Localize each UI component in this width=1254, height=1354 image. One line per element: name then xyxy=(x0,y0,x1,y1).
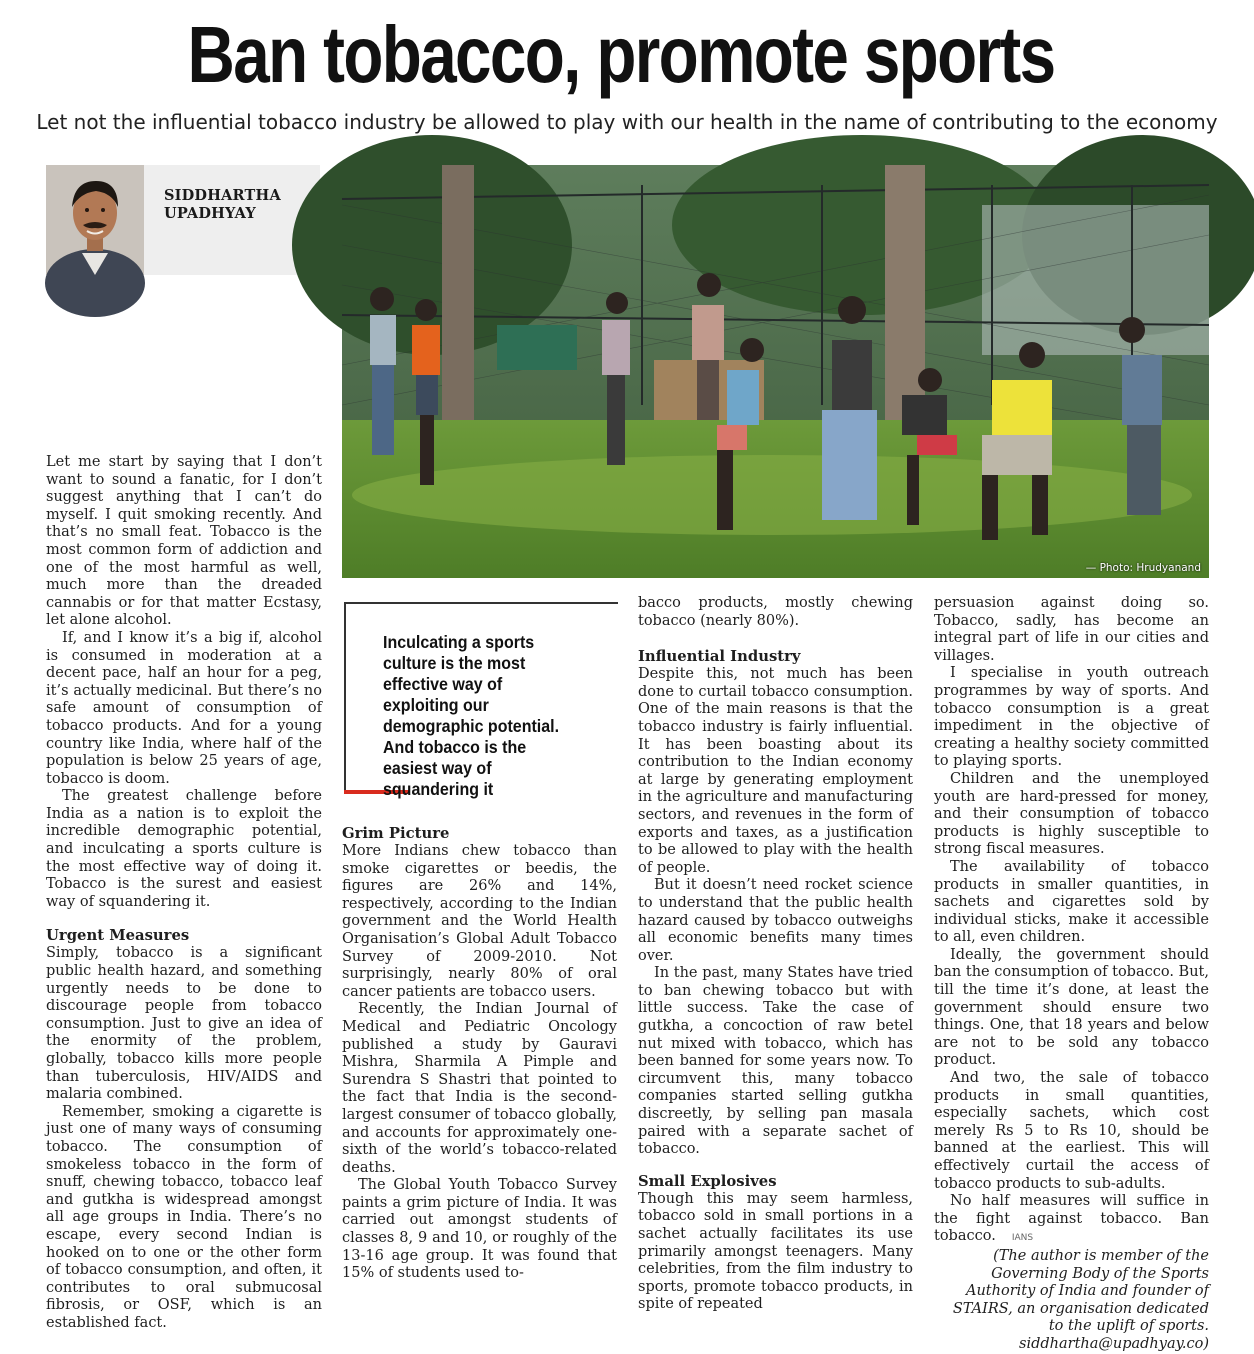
closing-text: No half measures will suffice in the fight against tobacco. Ban tobacco. xyxy=(934,1193,1209,1245)
paragraph: Children and the unemployed youth are hard-pressed for money, and their consumption of tobacco products is highly susceptible to strong fiscal measures. xyxy=(934,770,1209,858)
article-column-4 xyxy=(934,595,1209,1354)
paragraph: In the past, many States have tried to ban chewing tobacco but with little success. Take the case of gutkha, a concoction of raw betel nut mixed with tobacco, which has been banned for some years now. To circumvent this, many tobacco companies started selling gutkha discreetly, by selling pan masala paired with a separate sachet of tobacco. xyxy=(638,965,913,1158)
author-photo xyxy=(46,165,144,275)
paragraph: I specialise in youth outreach programmes by way of sports. And tobacco consumption is a great impediment in the objective of creating a healthy society committed to playing sports. xyxy=(934,665,1209,770)
subheadline: Let not the influential tobacco industry be allowed to play with our health in the name of contributing to the economy xyxy=(36,110,1218,134)
headline: Ban tobacco, promote sports xyxy=(187,10,1055,99)
paragraph: persuasion against doing so. Tobacco, sadly, has become an integral part of life in our cities and villages. xyxy=(934,595,1209,664)
author-bio: (The author is member of the Governing Body of the Sports Authority of India and founder of STAIRS, an organisation dedicated to the uplift of sports. siddhartha@upadhyay.co) xyxy=(952,1247,1209,1352)
section-heading: Influential Industry xyxy=(638,648,801,666)
article-column-1 xyxy=(46,454,322,1333)
pull-quote-text: Inculcating a sports culture is the most effective way of exploiting our demographic potential. And tobacco is the easiest way of squandering it xyxy=(383,632,560,799)
author-byline xyxy=(46,165,320,275)
paragraph: bacco products, mostly chewing tobacco (nearly 80%). xyxy=(638,595,913,629)
paragraph xyxy=(934,1193,1209,1248)
pull-quote-rule xyxy=(344,602,346,790)
paragraph: If, and I know it’s a big if, alcohol is consumed in moderation at a decent pace, half an hour for a peg, it’s actually medicinal. But there’s no safe amount of consumption of tobacco products. And for a young country like India, where half of the population is below 25 years of age, tobacco is doom. xyxy=(46,629,322,787)
paragraph: Ideally, the government should ban the consumption of tobacco. But, till the time it’s done, at least the government should ensure two things. One, that 18 years and below are not to be sold any tobacco product. xyxy=(934,946,1209,1069)
paragraph: Remember, smoking a cigarette is just one of many ways of consuming tobacco. The consumption of smokeless tobacco in the form of snuff, chewing tobacco, tobacco leaf and gutkha is widespread amongst all age groups in India. There’s no escape, every second Indian is hooked on to one or the other form of tobacco consumption, and often, it contributes to oral submucosal fibrosis, or OSF, which is an established fact. xyxy=(46,1103,322,1331)
pull-quote xyxy=(344,602,618,799)
paragraph: The Global Youth Tobacco Survey paints a grim picture of India. It was carried out amongst students of classes 8, 9 and 10, or roughly of the 13-16 age group. It was found that 15% of students used to- xyxy=(342,1177,617,1282)
section-heading: Grim Picture xyxy=(342,825,450,842)
pull-quote-rule xyxy=(344,602,618,604)
paragraph: The greatest challenge before India as a nation is to exploit the incredible demographic potential, and inculcating a sports culture is the most effective way of doing it. Tobacco is the surest and easiest way of squandering it. xyxy=(46,788,322,910)
author-name xyxy=(164,187,281,223)
author-first-name: SIDDHARTHA xyxy=(164,187,281,204)
paragraph: Let me start by saying that I don’t want to sound a fanatic, for I don’t suggest anything that I can’t do myself. I quit smoking recently. And that’s no small feat. Tobacco is the most common form of addiction and one of the most harmful as well, much more than the dreaded cannabis or for that matter Ecstasy, let alone alcohol. xyxy=(46,454,322,629)
paragraph: Despite this, not much has been done to curtail tobacco consumption. One of the main reasons is that the tobacco industry is fairly influential. It has been boasting about its contribution to the Indian economy at large by generating employment in the agriculture and manufacturing sectors, and revenues in the form of exports and taxes, as a justification to be allowed to play with the health of people. xyxy=(638,666,913,876)
article-photo xyxy=(342,165,1209,578)
article-column-2 xyxy=(342,825,617,1283)
paragraph: Recently, the Indian Journal of Medical and Pediatric Oncology published a study by Gauravi Mishra, Sharmila A Pimple and Surendra S Shastri that pointed to the fact that India is the second-largest consumer of tobacco globally, and accounts for approximately one-sixth of the world’s tobacco-related deaths. xyxy=(342,1001,617,1176)
section-heading: Small Explosives xyxy=(638,1172,777,1190)
paragraph: But it doesn’t need rocket science to understand that the public health hazard caused by tobacco outweighs all economic benefits many times over. xyxy=(638,877,913,964)
paragraph: Though this may seem harmless, tobacco sold in small portions in a sachet actually facilitates its use primarily amongst teenagers. Many celebrities, from the film industry to sports, promote tobacco products, in spite of repeated xyxy=(638,1190,913,1313)
article-column-3 xyxy=(638,595,913,1314)
agency-credit: IANS xyxy=(1011,1233,1034,1244)
paragraph: Simply, tobacco is a significant public health hazard, and something urgently needs to be done to discourage people from tobacco consumption. Just to give an idea of the enormity of the problem, globally, tobacco kills more people than tuberculosis, HIV/AIDS and malaria combined. xyxy=(46,945,322,1103)
paragraph: More Indians chew tobacco than smoke cigarettes or beedis, the figures are 26% and 14%, respectively, according to the Indian government and the World Health Organisation’s Global Adult Tobacco Survey of 2009-2010. Not surprisingly, nearly 80% of oral cancer patients are tobacco users. xyxy=(342,843,617,1000)
photo-credit: — Photo: Hrudyanand xyxy=(1085,562,1201,574)
paragraph: The availability of tobacco products in smaller quantities, in sachets and cigarettes sold by individual sticks, make it accessible to all, even children. xyxy=(934,858,1209,946)
section-heading: Urgent Measures xyxy=(46,927,190,945)
paragraph: And two, the sale of tobacco products in small quantities, especially sachets, which cost merely Rs 5 to Rs 10, should be banned at the earliest. This will effectively curtail the access of tobacco products to sub-adults. xyxy=(934,1070,1209,1192)
author-last-name: UPADHYAY xyxy=(164,205,256,222)
